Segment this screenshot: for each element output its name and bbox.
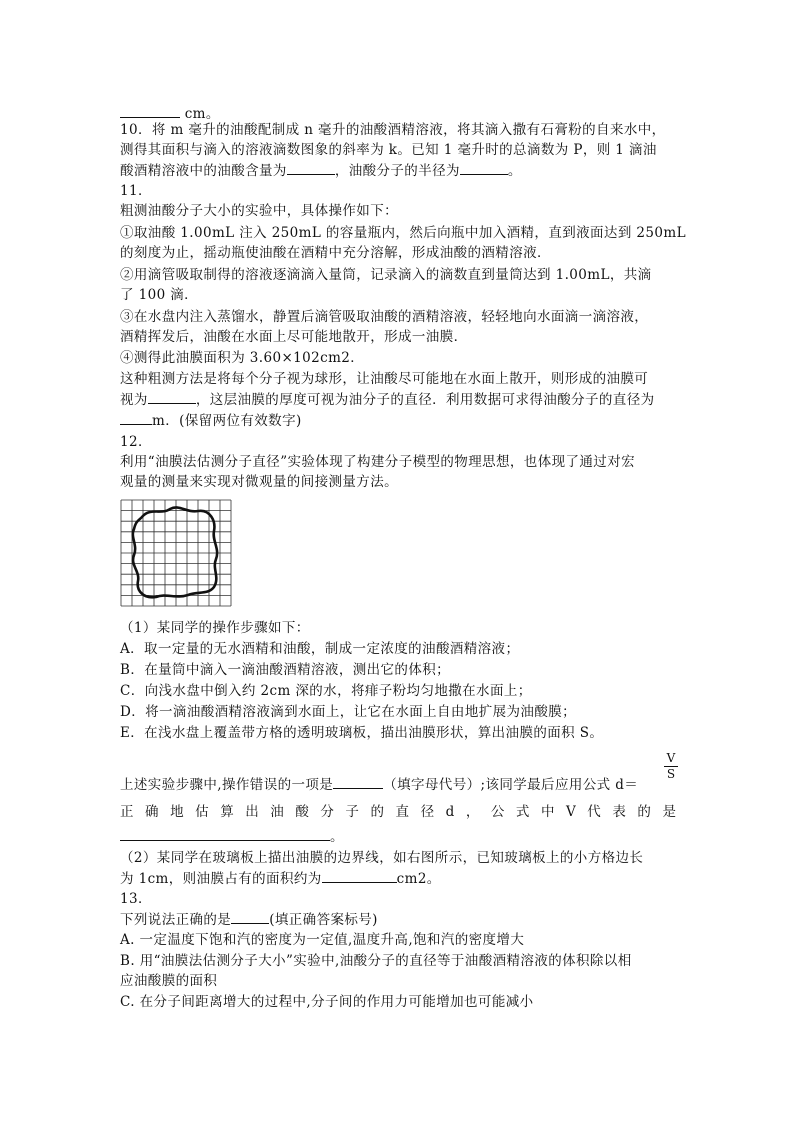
fraction-numerator: V	[666, 751, 676, 765]
answer-line-cm: cm。	[120, 103, 220, 124]
spaced-char: V	[566, 804, 576, 820]
spaced-char: 径	[420, 804, 435, 820]
question-13-stem: 下列说法正确的是 (填正确答案标号)	[120, 909, 378, 930]
step-c: C．向浅水盘中倒入约 2cm 深的水，将痱子粉均匀地撒在水面上；	[120, 683, 532, 699]
spaced-char: d	[445, 804, 455, 820]
question-11-step-2a: ②用滴管吸取制得的溶液逐滴滴入量筒，记录滴入的滴数直到量筒达到 1.00mL，共滴	[120, 267, 652, 283]
spaced-char: 直	[395, 804, 410, 820]
question-10-line-2: 测得其面积与滴入的溶液滴数图象的斜率为 k。已知 1 毫升时的总滴数为 P，则 1 滴油	[120, 142, 657, 158]
step-e: E．在浅水盘上覆盖带方格的透明玻璃板，描出油膜形状，算出油膜的面积 S。	[120, 725, 604, 741]
option-b-line-1: B. 用“油膜法估测分子大小”实验中,油酸分子的直径等于油酸酒精溶液的体积除以相	[120, 953, 632, 969]
answer-blank-q13[interactable]	[231, 909, 269, 924]
step-d: D．将一滴油酸酒精溶液滴到水面上，让它在水面上自由地扩展为油酸膜；	[120, 704, 577, 720]
spaced-char: 地	[170, 804, 184, 820]
answer-blank-oil-content[interactable]	[287, 160, 335, 175]
grid-svg	[120, 499, 232, 607]
spaced-char: 油	[270, 804, 284, 820]
question-11-method-line-3: m．(保留两位有效数字)	[120, 410, 302, 431]
spaced-char: 正	[120, 804, 134, 820]
question-11-step-1b: 的刻度为止，摇动瓶使油酸在酒精中充分溶解，形成油酸的酒精溶液．	[120, 245, 551, 261]
option-a: A. 一定温度下饱和汽的密度为一定值,温度升高,饱和汽的密度增大	[120, 932, 525, 948]
question-12-v-answer-line: 。	[120, 826, 344, 847]
spaced-char: 公	[490, 804, 505, 820]
spaced-char: 式	[515, 804, 530, 820]
spaced-char: 表	[612, 804, 626, 820]
spaced-char: 是	[662, 804, 676, 820]
question-12-number: 12．	[120, 434, 152, 450]
spaced-char: 代	[587, 804, 601, 820]
answer-blank-area[interactable]	[322, 868, 397, 883]
question-12-part-1: （1）某同学的操作步骤如下：	[120, 620, 310, 636]
question-11-method-line-1: 这种粗测方法是将每个分子视为球形，让油酸尽可能地在水面上散开，则形成的油膜可	[120, 371, 649, 387]
spaced-char: 的	[370, 804, 384, 820]
answer-blank-wrong-step[interactable]	[333, 774, 383, 789]
fraction-denominator: S	[666, 767, 676, 781]
question-11-method-line-2: 视为 ，这层油膜的厚度可视为油分子的直径．利用数据可求得油酸分子的直径为	[120, 389, 655, 410]
step-b: B．在量筒中滴入一滴油酸酒精溶液，测出它的体积；	[120, 662, 451, 678]
question-12-formula-line: 上述实验步骤中,操作错误的一项是 （填字母代号）;该同学最后应用公式 d＝	[120, 774, 638, 795]
question-12-intro-1: 利用“油膜法估测分子直径”实验体现了构建分子模型的物理思想，也体现了通过对宏	[120, 454, 636, 470]
answer-blank-v-meaning[interactable]	[120, 826, 330, 841]
spaced-char: 酸	[295, 804, 309, 820]
step-a: A．取一定量的无水酒精和油酸，制成一定浓度的油酸酒精溶液；	[120, 641, 520, 657]
spaced-char: 子	[345, 804, 359, 820]
question-11-step-1a: ①取油酸 1.00mL 注入 250mL 的容量瓶内，然后向瓶中加入酒精，直到液面达到 250mL	[120, 225, 686, 241]
question-12-part-2-line-1: （2）某同学在玻璃板上描出油膜的边界线，如右图所示，已知玻璃板上的小方格边长	[120, 850, 644, 866]
question-11-number: 11．	[120, 183, 152, 199]
spaced-char: 估	[195, 804, 209, 820]
option-c: C. 在分子间距离增大的过程中,分子间的作用力可能增加也可能减小	[120, 994, 534, 1010]
option-b-line-2: 应油酸膜的面积	[120, 973, 218, 989]
question-11-step-2b: 了 100 滴．	[120, 287, 199, 303]
spaced-char: 确	[145, 804, 159, 820]
question-10-line-3: 酸酒精溶液中的油酸含量为 ，油酸分子的半径为 。	[120, 160, 522, 181]
question-11-step-3b: 酒精挥发后，油酸在水面上尽可能地散开，形成一油膜．	[120, 329, 468, 345]
answer-blank[interactable]	[120, 103, 180, 118]
spaced-char: 算	[220, 804, 234, 820]
answer-blank-diameter[interactable]	[120, 410, 152, 425]
question-12-part-2-line-2: 为 1cm，则油膜占有的面积约为 cm2。	[120, 868, 441, 889]
spaced-char: 的	[637, 804, 651, 820]
question-13-number: 13．	[120, 891, 152, 907]
question-12-intro-2: 观量的测量来实现对微观量的间接测量方法。	[120, 474, 398, 490]
spaced-char: 出	[245, 804, 259, 820]
question-11-intro: 粗测油酸分子大小的实验中，具体操作如下：	[120, 203, 398, 219]
fraction-v-over-s	[664, 752, 678, 781]
answer-blank-monolayer[interactable]	[148, 389, 196, 404]
question-11-step-4: ④测得此油膜面积为 3.60×102cm2．	[120, 350, 365, 366]
spaced-char: 中	[540, 804, 555, 820]
spaced-char: ，	[465, 804, 480, 820]
question-10-line-1: 10．将 m 毫升的油酸配制成 n 毫升的油酸酒精溶液，将其滴入撒有石膏粉的自来水中，	[120, 122, 666, 138]
question-12-v-meaning-line	[120, 802, 676, 822]
spaced-char: 分	[320, 804, 334, 820]
question-11-step-3a: ③在水盘内注入蒸馏水，静置后滴管吸取油酸的酒精溶液，轻轻地向水面滴一滴溶液，	[120, 309, 649, 325]
oil-film-grid-figure	[120, 499, 232, 607]
answer-blank-radius[interactable]	[460, 160, 508, 175]
